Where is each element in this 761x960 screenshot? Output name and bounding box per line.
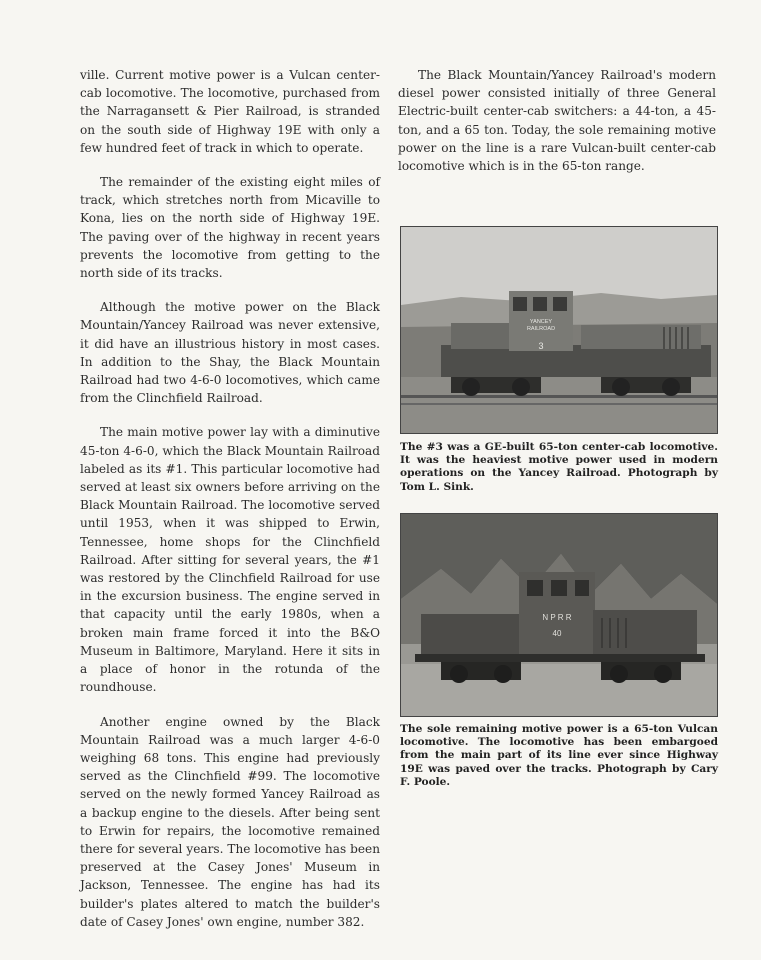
paragraph-2: The remainder of the existing eight miles of track, which stretches north from Micaville to Kona, lies on the north side of Highway 19E. The paving over of the highway in recent years prevents the locomotive from getting to the north side of its tracks. — [80, 175, 380, 281]
paragraph-5: Another engine owned by the Black Mountain Railroad was a much larger 4-6-0 weighing 68 tons. This engine had previously served as the Clinchfield #99. The locomotive served on the newly formed Yancey Railroad as a backup engine to the diesels. After being sent to Erwin for repairs, the locomotive remained there for several years. The locomotive has been preserved at the Casey Jones' Museum in Jackson, Tennessee. The engine has had its builder's plates altered to match the builder's date of Casey Jones' own engine, number 382. — [80, 714, 380, 929]
photo-1-caption: The #3 was a GE-built 65-ton center-cab locomotive. It was the heaviest motive power used in modern operations on the Yancey Railroad. Photograph by Tom L. Sink. — [400, 441, 718, 493]
locomotive-40-image — [401, 514, 717, 716]
left-column — [80, 66, 380, 947]
photo-locomotive-3 — [400, 226, 718, 434]
locomotive-3-image — [401, 227, 717, 433]
cab-lettering-nprr: N P R R — [542, 613, 572, 622]
cab-lettering-line2: RAILROAD — [526, 326, 556, 332]
paragraph-3: Although the motive power on the Black Mountain/Yancey Railroad was never extensive, it did have an illustrious history in most cases. In addition to the Shay, the Black Mountain Railroad had two 4-6-0 locomotives, which came from the Clinchfield Railroad. — [80, 300, 380, 406]
paragraph-right: The Black Mountain/Yancey Railroad's modern diesel power consisted initially of three General Electric-built center-cab switchers: a 44-ton, a 45-ton, and a 65 ton. Today, the sole remaining motive power on the line is a rare Vulcan-built center-cab locomotive which is in the 65-ton range. — [398, 68, 716, 174]
locomotive-number-3: 3 — [538, 341, 544, 351]
cab-lettering-line1: YANCEY — [529, 319, 553, 325]
paragraph-1: ville. Current motive power is a Vulcan center-cab locomotive. The locomotive, purchased from the Narragansett & Pier Railroad, is stranded on the south side of Highway 19E with only a few hundred feet of track in which to operate. — [80, 68, 380, 155]
paragraph-4: The main motive power lay with a diminutive 45-ton 4-6-0, which the Black Mountain Railroad labeled as its #1. This particular locomotive had served at least six owners before arriving on the Black Mountain Railroad. The locomotive served until 1953, when it was shipped to Erwin, Tennessee, home shops for the Clinchfield Railroad. After sitting for several years, the #1 was restored by the Clinchfield Railroad for use in the excursion business. The engine served in that capacity until the early 1980s, when a broken main frame forced it into the B&O Museum in Baltimore, Maryland. Here it sits in a place of honor in the rotunda of the roundhouse. — [80, 425, 380, 695]
photo-locomotive-40 — [400, 513, 718, 717]
photo-2-caption: The sole remaining motive power is a 65-ton Vulcan locomotive. The locomotive has been embargoed from the main part of its line ever since Highway 19E was paved over the tracks. Photograph by Cary F. Poole. — [400, 723, 718, 788]
right-column — [398, 66, 716, 191]
locomotive-number-40: 40 — [552, 629, 562, 638]
